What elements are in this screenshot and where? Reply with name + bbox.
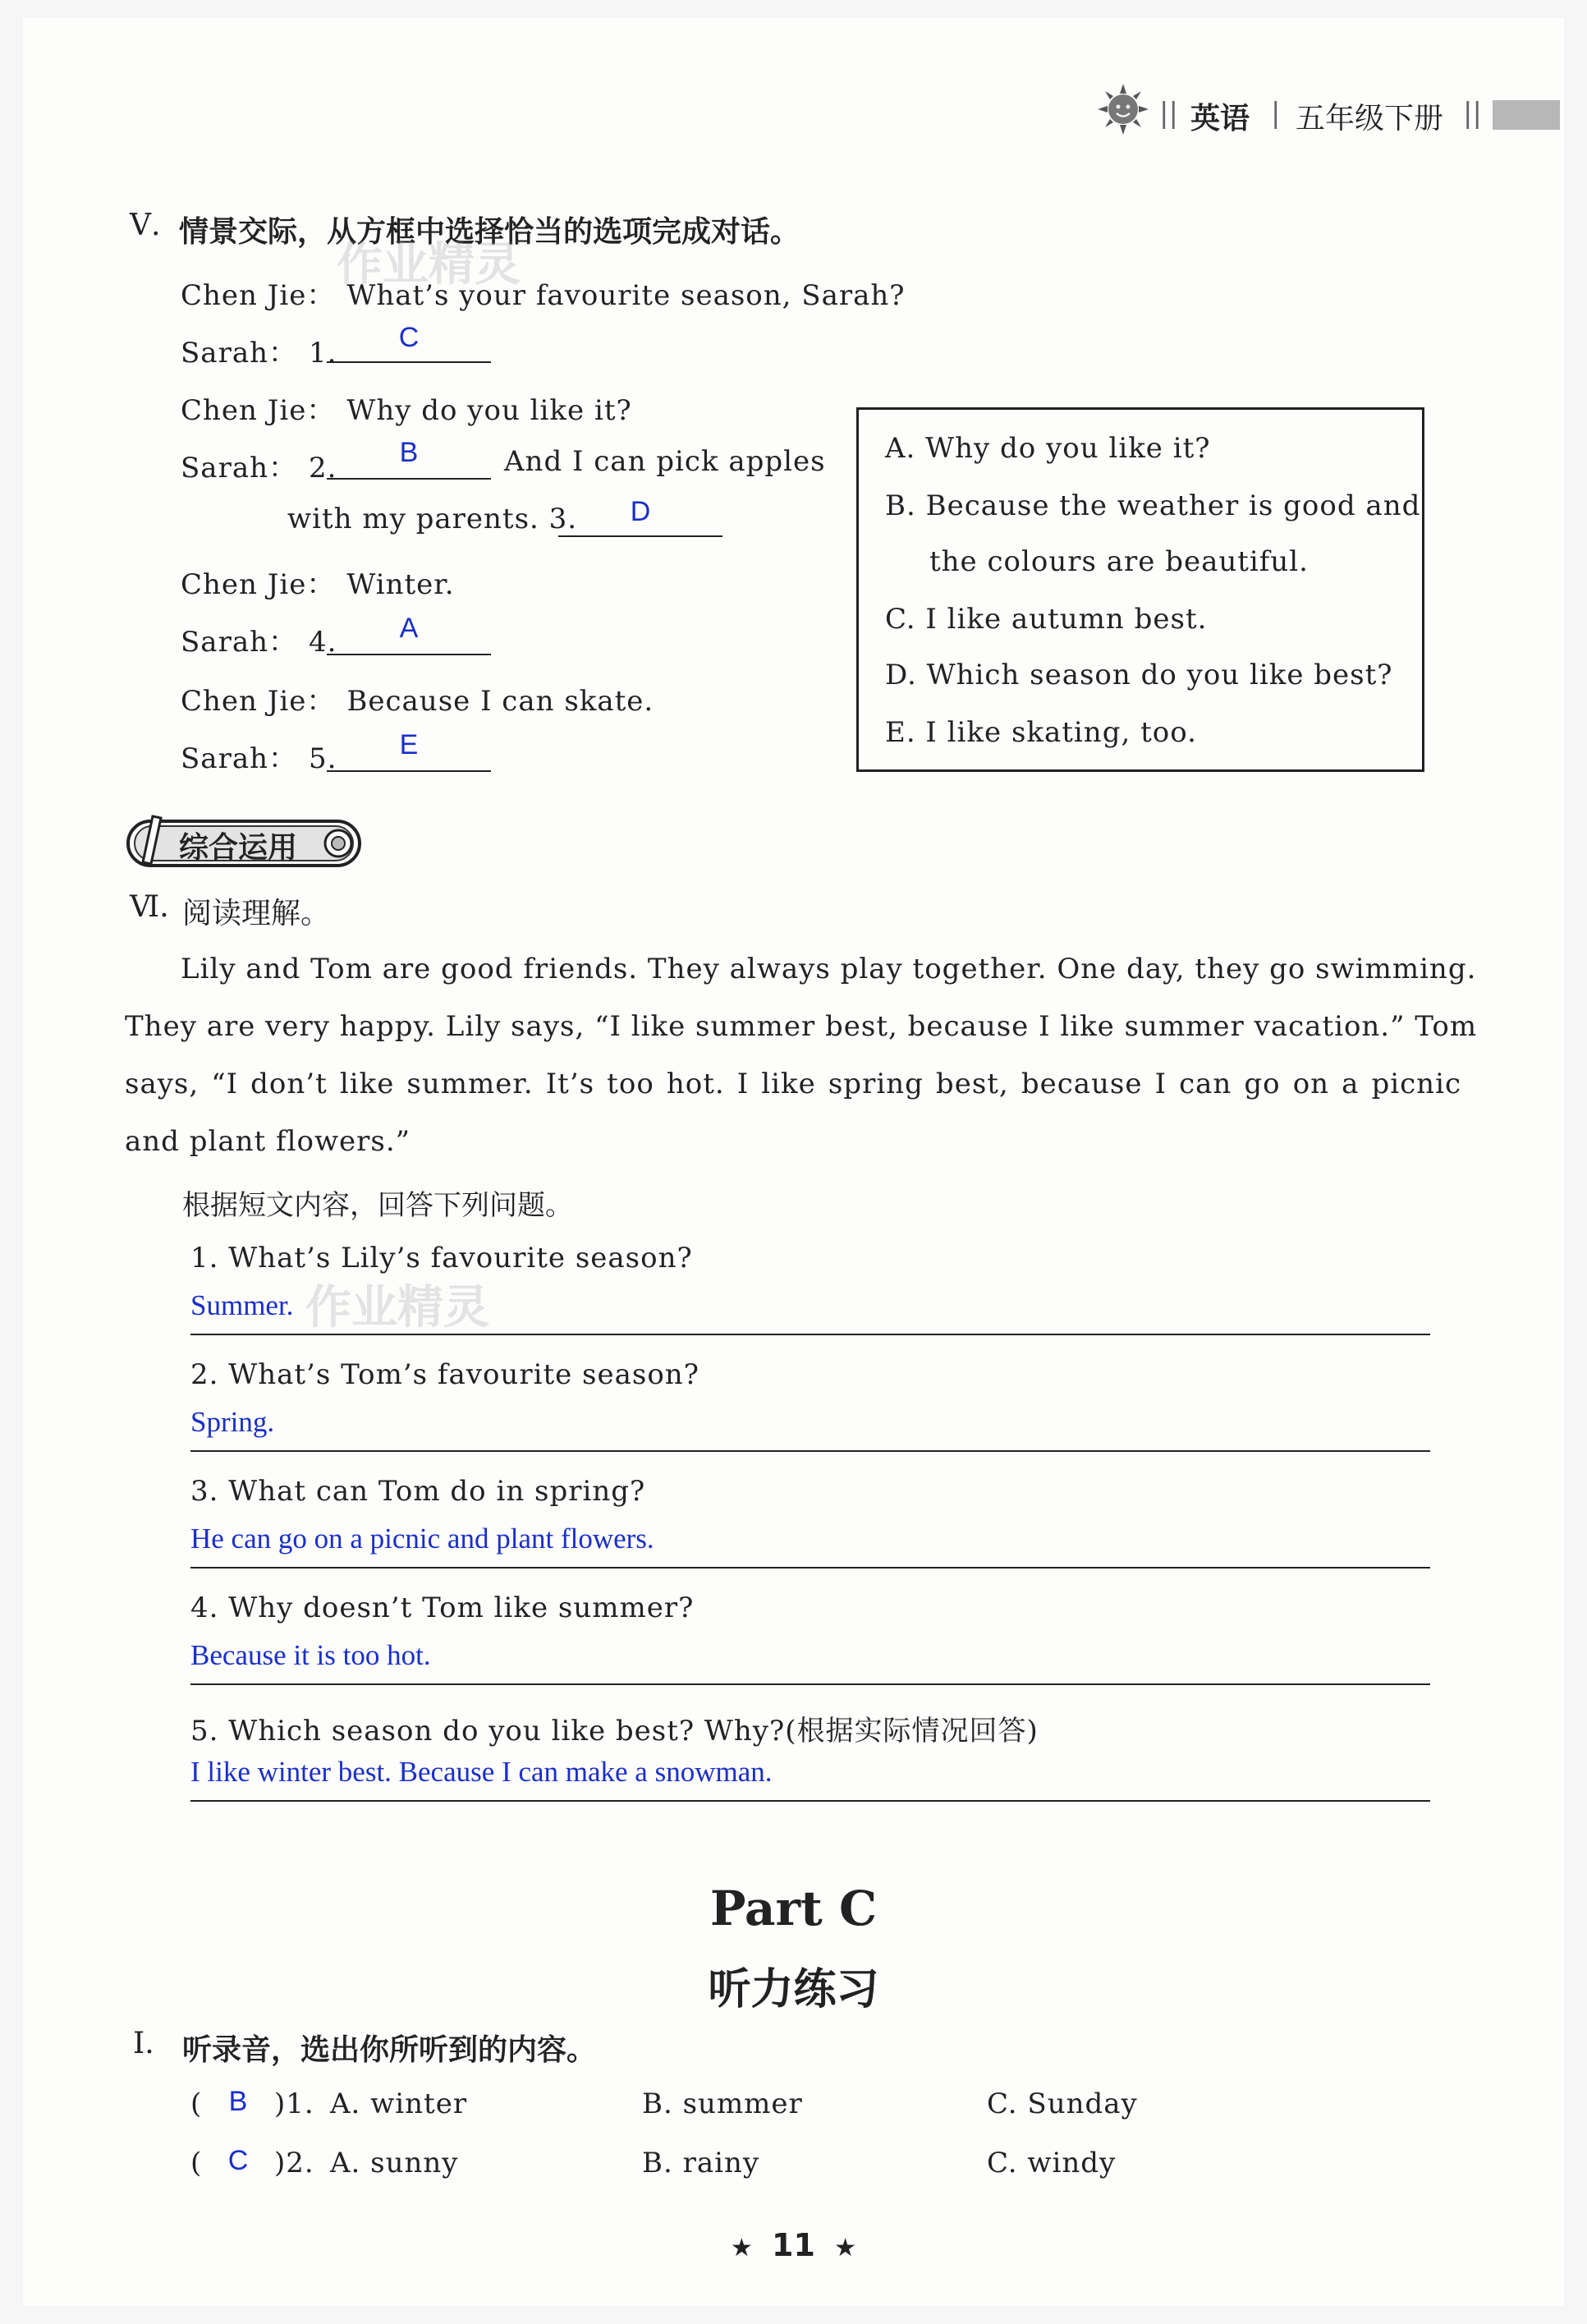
header-divider-2: | — [1271, 97, 1281, 130]
paren-open-1: ( — [190, 2087, 203, 2120]
star-icon: ★ — [834, 2234, 857, 2262]
answer-q2: Spring. — [190, 1406, 275, 1438]
answer-line-5[interactable] — [190, 1800, 1430, 1802]
star-icon: ★ — [730, 2234, 753, 2262]
dialog-line-7: Sarah： 4. — [181, 626, 337, 659]
dialog-line-2: Sarah： 1. — [181, 337, 337, 370]
section1-title: 听录音，选出你所听到的内容。 — [182, 2033, 597, 2067]
option-a: A. Why do you like it? — [885, 432, 1211, 465]
answer-blank-3[interactable] — [558, 535, 722, 537]
dialog-line-3: Chen Jie： Why do you like it? — [181, 394, 632, 427]
option-b: B. Because the weather is good and — [885, 489, 1421, 522]
answer-line-4[interactable] — [190, 1683, 1430, 1685]
badge-label: 综合运用 — [179, 831, 298, 865]
section5-title: 情景交际，从方框中选择恰当的选项完成对话。 — [179, 215, 800, 249]
dialog-line-5: with my parents. 3. — [287, 503, 578, 535]
section1-number: Ⅰ. — [133, 2027, 154, 2060]
answer-q4: Because it is too hot. — [190, 1639, 431, 1671]
speaker: Chen Jie： — [181, 279, 336, 312]
passage-line-2: They are very happy. Lily says, “I like summer best, because I like summer vacation.” Tom — [125, 1010, 1478, 1043]
page-number: ★ 11 ★ — [730, 2227, 857, 2263]
item-2-option-a: A. sunny — [330, 2147, 459, 2179]
answer-blank-1[interactable] — [327, 361, 491, 363]
part-c-title: Part C — [709, 1881, 878, 1936]
passage-line-4: and plant flowers.” — [125, 1125, 411, 1158]
item-2-option-b: B. rainy — [642, 2147, 760, 2179]
answer-line-2[interactable] — [190, 1450, 1430, 1452]
answer-q1: Summer. — [190, 1289, 294, 1321]
answer-q3: He can go on a picnic and plant flowers. — [190, 1523, 654, 1555]
dialog-line-8: Chen Jie： Because I can skate. — [181, 685, 654, 718]
answer-5: E — [399, 729, 419, 760]
answer-blank-4[interactable] — [327, 654, 491, 655]
answer-blank-2[interactable] — [327, 478, 491, 480]
item-1-number: )1. — [274, 2087, 314, 2120]
question-3: 3. What can Tom do in spring? — [190, 1475, 646, 1508]
option-c: C. I like autumn best. — [885, 603, 1208, 636]
item-1-option-c: C. Sunday — [987, 2087, 1138, 2120]
dialog-line-9: Sarah： 5. — [181, 742, 337, 775]
question-2: 2. What’s Tom’s favourite season? — [190, 1358, 699, 1391]
section6-instruction: 根据短文内容，回答下列问题。 — [182, 1189, 573, 1222]
dialog-line-1: Chen Jie： What’s your favourite season, Sarah? — [181, 279, 906, 312]
question-5: 5. Which season do you like best? Why?(根据实际情况回答) — [190, 1715, 1039, 1748]
header-subject: 英语 — [1190, 102, 1250, 135]
dialog-line-4: Sarah： 2. — [181, 452, 337, 485]
item-2-number: )2. — [274, 2147, 314, 2179]
dialog-line-4-cont: And I can pick apples — [504, 445, 826, 478]
option-d: D. Which season do you like best? — [885, 659, 1393, 691]
item-2-option-c: C. windy — [987, 2147, 1117, 2179]
answer-2: B — [399, 437, 419, 468]
header-bar — [1493, 100, 1560, 130]
watermark: 作业精灵 — [337, 238, 521, 292]
question-4: 4. Why doesn’t Tom like summer? — [190, 1591, 695, 1624]
section6-number: Ⅵ. — [130, 890, 169, 924]
answer-line-1[interactable] — [190, 1334, 1430, 1335]
watermark-2: 作业精灵 — [305, 1281, 489, 1334]
passage-line-1: Lily and Tom are good friends. They always play together. One day, they go swimming. — [181, 953, 1477, 985]
option-e: E. I like skating, too. — [885, 716, 1197, 749]
answer-1: C — [398, 322, 420, 353]
section5-number: Ⅴ. — [130, 209, 161, 242]
item-1-option-a: A. winter — [330, 2087, 468, 2120]
dialog-line-6: Chen Jie： Winter. — [181, 568, 455, 601]
paren-open-2: ( — [190, 2147, 203, 2179]
answer-blank-5[interactable] — [327, 770, 491, 772]
answer-q5: I like winter best. Because I can make a snowman. — [190, 1756, 773, 1788]
choice-answer-1: B — [228, 2086, 248, 2117]
header-divider: || — [1159, 97, 1178, 130]
answer-3: D — [630, 496, 651, 527]
section6-title: 阅读理解。 — [182, 897, 331, 930]
question-1: 1. What’s Lily’s favourite season? — [190, 1242, 693, 1275]
choice-answer-2: C — [227, 2145, 249, 2176]
sun-logo-icon — [1096, 82, 1150, 136]
passage-line-3: says, “I don’t like summer. It’s too hot. I like spring best, because I can go on a picnic — [125, 1068, 1461, 1100]
option-b-cont: the colours are beautiful. — [929, 545, 1309, 578]
header-grade: 五年级下册 — [1296, 102, 1444, 135]
answer-4: A — [399, 613, 419, 644]
item-1-option-b: B. summer — [642, 2087, 803, 2120]
part-c-subtitle: 听力练习 — [708, 1965, 879, 2014]
answer-line-3[interactable] — [190, 1567, 1430, 1568]
header-divider-3: || — [1463, 97, 1482, 130]
